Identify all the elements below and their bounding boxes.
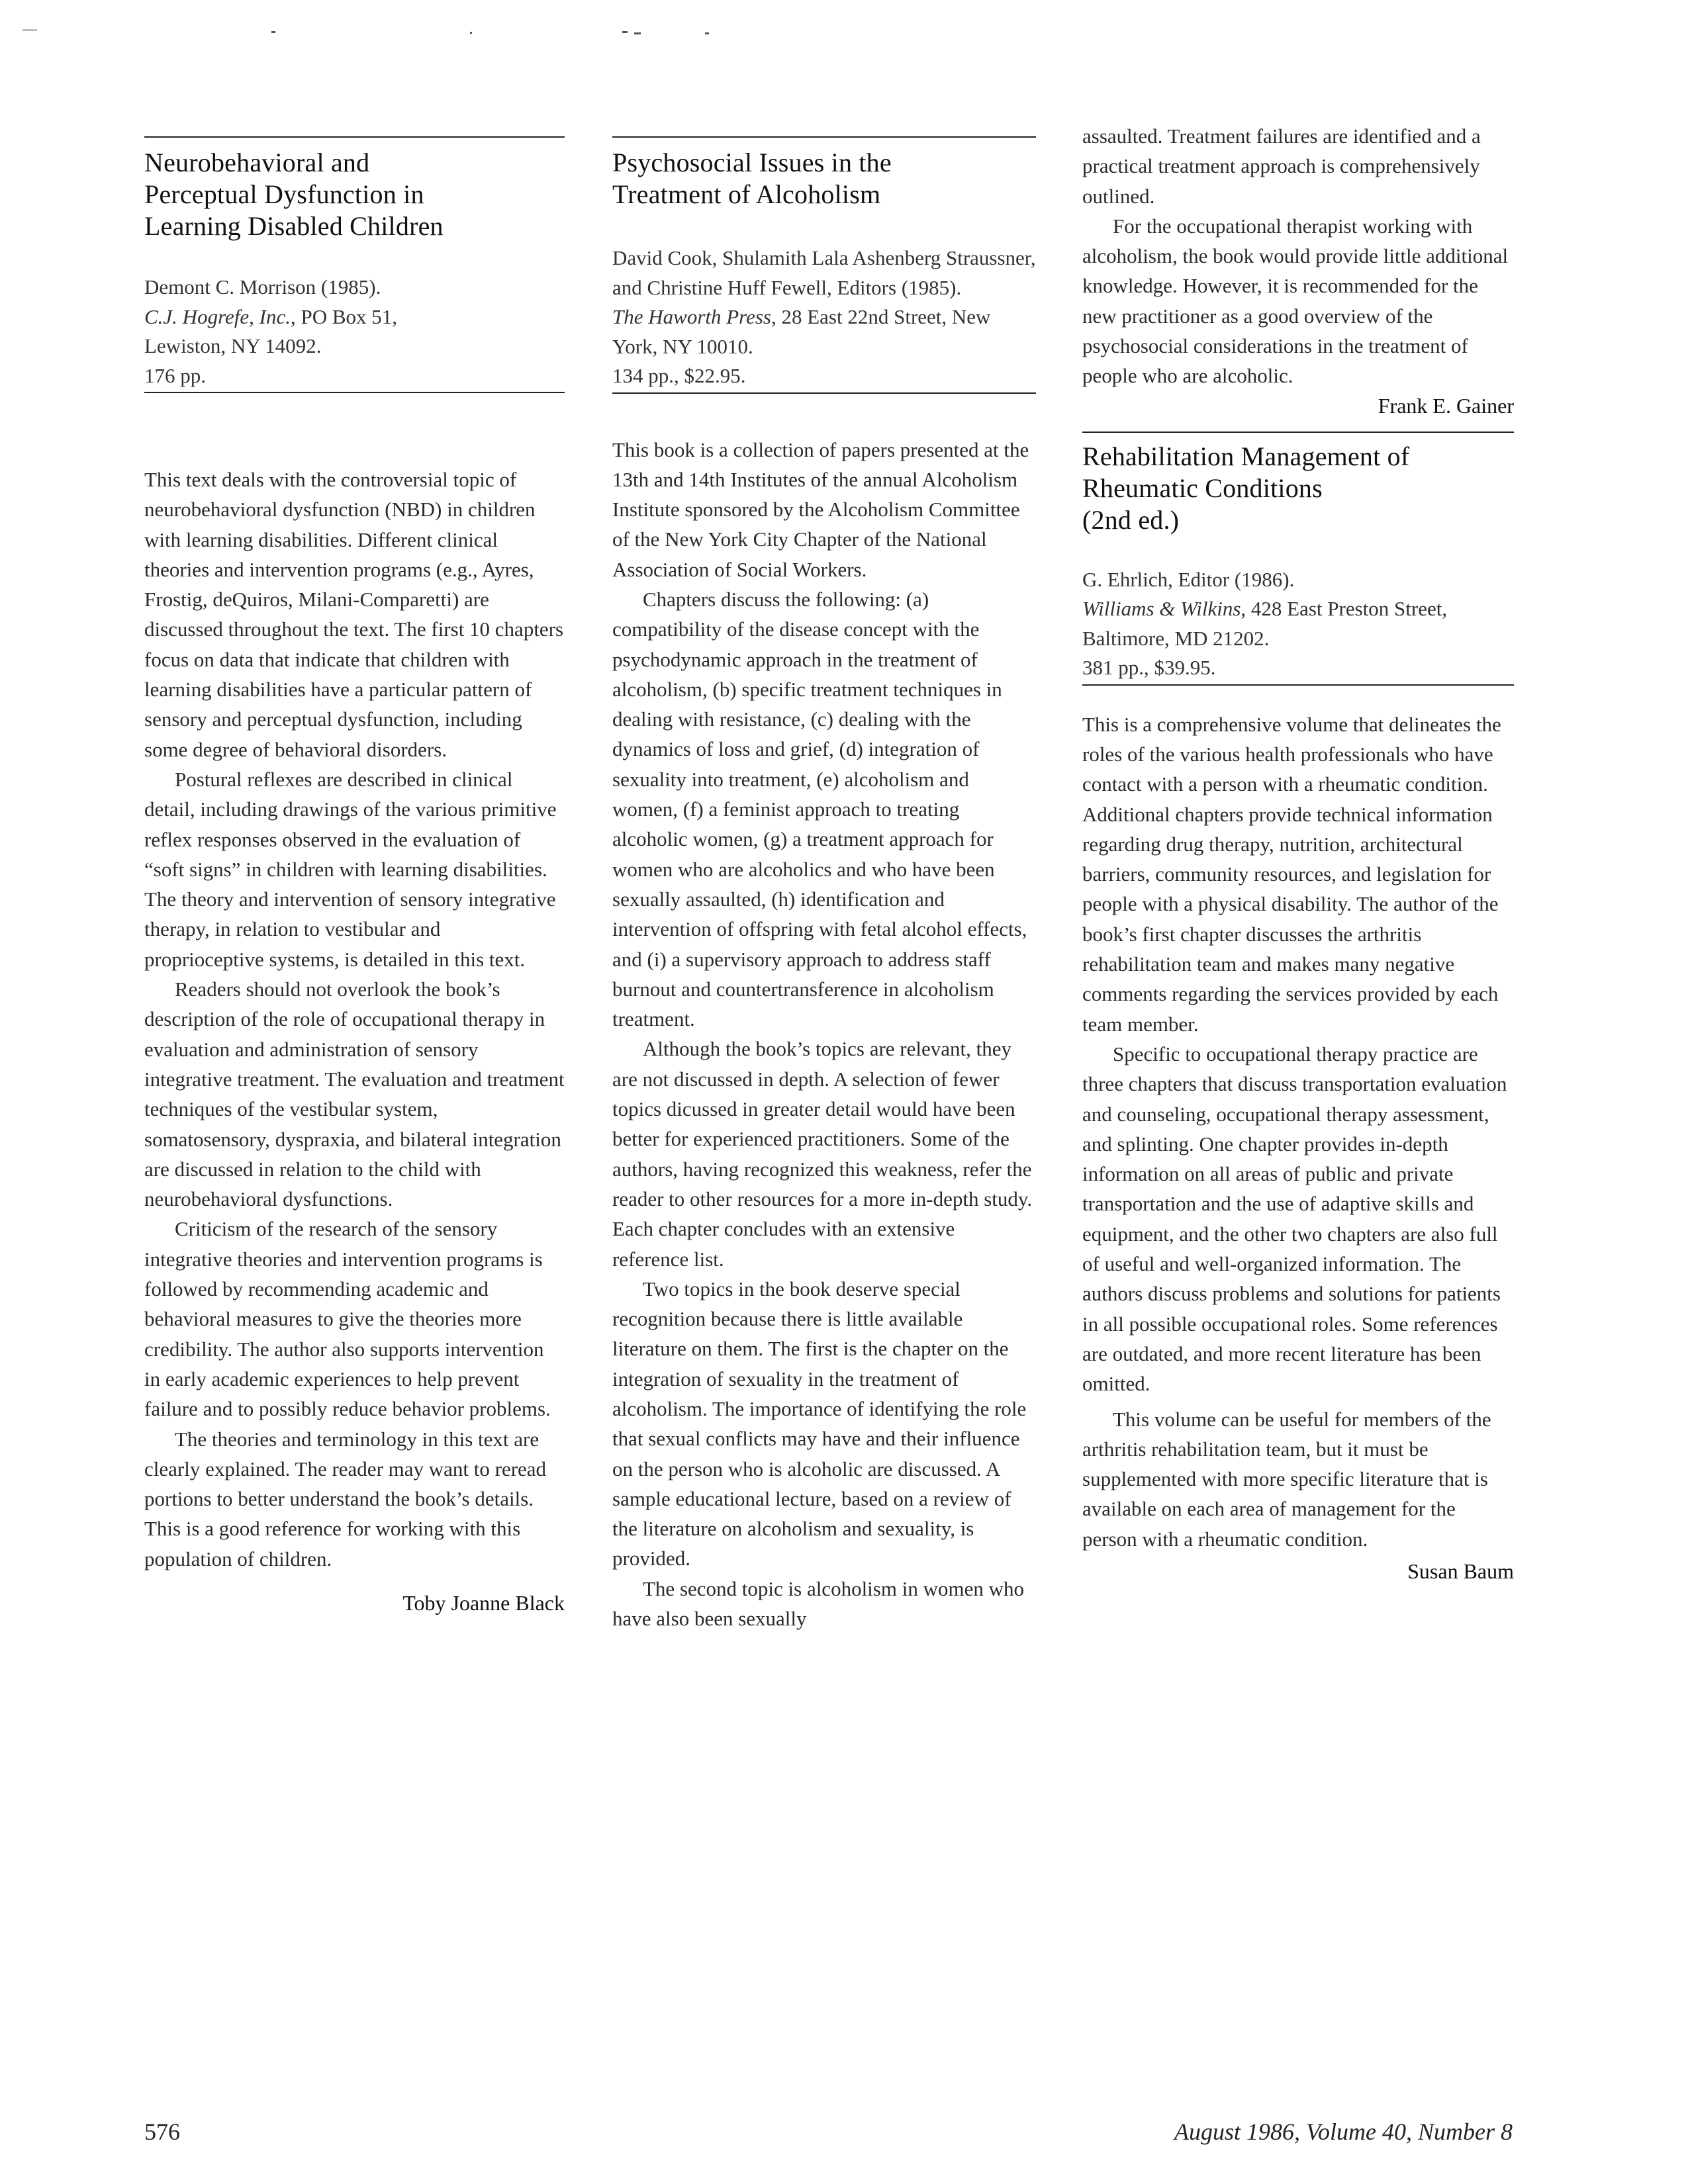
publisher-line [612, 302, 1036, 361]
journal-issue: August 1986, Volume 40, Number 8 [1174, 2118, 1513, 2145]
title-line: (2nd ed.) [1082, 504, 1180, 535]
header-rule-top [144, 136, 565, 138]
reviewer-signature: Susan Baum [1407, 1559, 1514, 1583]
paragraph: Chapters discuss the following: (a) compatibility of the disease concept with the psychodynamic approach in the treatment of alcoholism, (b) specific treatment techniques in dealing with resistance, (c) dealing with the dynamics of loss and grief, (d) integration of sexuality into treatment, (e) alcoholism and women, (f) a feminist approach to treating alcoholic women, (g) a treatment approach for women who are alcoholics and who have been sexually assaulted, (h) identification and intervention of offspring with fetal alcohol effects, and (i) a supervisory approach to address staff burnout and countertransference in alcoholism treatment. [612, 587, 1027, 1031]
title-line: Treatment of Alcoholism [612, 179, 881, 209]
header-rule-bottom [612, 392, 1036, 394]
review-3 [1082, 432, 1514, 1586]
publisher-line [1082, 594, 1514, 653]
review-body [612, 435, 1036, 1634]
publisher: C.J. Hogrefe, Inc. [144, 304, 291, 328]
title-line: Learning Disabled Children [144, 211, 444, 241]
author-line: Demont C. Morrison (1985). [144, 275, 381, 298]
publisher: The Haworth Press [612, 305, 771, 328]
review-title [1082, 441, 1514, 536]
pages-price: 176 pp. [144, 363, 206, 387]
review-2 [612, 0, 1036, 1633]
paragraph: The theories and terminology in this text are clearly explained. The reader may want to reread portions to better understand the book’s details. This is a good reference for working with this population of children. [144, 1427, 547, 1570]
paragraph: This book is a collection of papers presented at the 13th and 14th Institutes of the annual Alcoholism Institute sponsored by the Alcoholism Committee of the New York City Chapter of the National Association of Social Workers. [612, 437, 1029, 581]
review-title [144, 147, 565, 242]
review-body [1082, 709, 1514, 1554]
title-line: Neurobehavioral and [144, 148, 370, 177]
address: , 428 East Preston Street, Baltimore, MD 21202. [1082, 597, 1448, 650]
title-line: Rehabilitation Management of [1082, 441, 1410, 471]
paragraph: Although the book’s topics are relevant, they are not discussed in depth. A selection of fewer topics dicussed in greater detail would have been better for experienced practitioners. Some of the authors, having recognized this weakness, refer the reader to other resources for a more in-depth study. Each chapter concludes with an extensive reference list. [612, 1037, 1033, 1271]
citation [1082, 565, 1514, 683]
pages-price: 134 pp., $22.95. [612, 364, 746, 387]
paragraph: Readers should not overlook the book’s description of the role of occupational therapy in evaluation and administration of sensory integrative treatment. The evaluation and treatment techniques of the vestibular system, somatosensory, dyspraxia, and bilateral integration are discussed in relation to the child with neurobehavioral dysfunctions. [144, 978, 565, 1211]
paragraph: Two topics in the book deserve special recognition because there is little available literature on them. The first is the chapter on the integration of sexuality in the treatment of alcoholism. The importance of identifying the role that sexual conflicts may have and their influence on the person who is alcoholic are discussed. A sample educational lecture, based on a review of the literature on alcoholism and sexuality, is provided. [612, 1277, 1027, 1570]
citation [612, 244, 1036, 391]
address-line-2: Lewiston, NY 14092. [144, 334, 322, 357]
title-line: Perceptual Dysfunction in [144, 179, 424, 209]
column-3 [1082, 0, 1514, 1586]
author-line: G. Ehrlich, Editor (1986). [1082, 567, 1295, 591]
paragraph: Specific to occupational therapy practice are three chapters that discuss transportation evaluation and counseling, occupational therapy assessment, and splinting. One chapter provides in-depth information on all areas of public and private transportation and the use of adaptive skills and equipment, and the other two chapters are also full of useful and well-organized information. The authors discuss problems and solutions for patients in all possible occupational roles. Some references are outdated, and more recent literature has been omitted. [1082, 1042, 1507, 1396]
address: , PO Box 51, [290, 304, 398, 328]
paragraph: This is a comprehensive volume that delineates the roles of the various health professionals who have contact with a person with a rheumatic condition. Additional chapters provide technical information regarding drug therapy, nutrition, architectural barriers, community resources, and legislation for people with a physical disability. The author of the book’s first chapter discusses the arthritis rehabilitation team and makes many negative comments regarding the services provided by each team member. [1082, 712, 1501, 1036]
pages-price: 381 pp., $39.95. [1082, 656, 1216, 680]
paragraph-continuation: assaulted. Treatment failures are identified and a practical treatment approach is comprehensively outlined. [1082, 124, 1481, 208]
address: , 28 East 22nd Street, New York, NY 10010. [612, 305, 991, 358]
citation [144, 273, 565, 390]
paragraph: This volume can be useful for members of the arthritis rehabilitation team, but it must be supplemented with more specific literature that is available on each area of management for the person with a rheumatic condition. [1082, 1407, 1491, 1551]
review-title [612, 147, 1036, 210]
publisher: Williams & Wilkins [1082, 597, 1241, 621]
scan-artifact [23, 29, 37, 31]
author-line: David Cook, Shulamith Lala Ashenberg Straussner, and Christine Huff Fewell, Editors (1985). [612, 246, 1036, 299]
header-rule-bottom [144, 392, 565, 393]
paragraph-continued: The second topic is alcoholism in women who have also been sexually [612, 1576, 1024, 1631]
review-1 [144, 0, 565, 1618]
paragraph: Postural reflexes are described in clinical detail, including drawings of the various primitive reflex responses observed in the evaluation of “soft signs” in children with learning disabilities. The theory and intervention of sensory integrative therapy, in relation to vestibular and proprioceptive systems, is detailed in this text. [144, 767, 557, 971]
page-number: 576 [144, 2118, 180, 2145]
paragraph: This text deals with the controversial topic of neurobehavioral dysfunction (NBD) in children with learning disabilities. Different clinical theories and intervention programs (e.g., Ayres, Frostig, deQuiros, Milani-Comparetti) are discussed throughout the text. The first 10 chapters focus on data that indicate that children with learning disabilities have a particular pattern of sensory and perceptual dysfunction, including some degree of behavioral disorders. [144, 468, 564, 761]
paragraph: For the occupational therapist working with alcoholism, the book would provide little additional knowledge. However, it is recommended for the new practitioner as a good overview of the psychosocial considerations in the treatment of people who are alcoholic. [1082, 214, 1509, 388]
header-rule-top [612, 136, 1036, 138]
reviewer-signature: Frank E. Gainer [1378, 393, 1514, 418]
title-line: Rheumatic Conditions [1082, 473, 1323, 503]
reviewer-signature: Toby Joanne Black [402, 1590, 565, 1615]
header-rule-top [1082, 432, 1514, 433]
paragraph: Criticism of the research of the sensory integrative theories and intervention programs is followed by recommending academic and behavioral measures to give the theories more credibility. The author also supports intervention in early academic experiences to help prevent failure and to possibly reduce behavior problems. [144, 1217, 551, 1421]
review-body [144, 465, 565, 1574]
review-2-continuation [1082, 121, 1514, 391]
title-line: Psychosocial Issues in the [612, 148, 892, 177]
header-rule-bottom [1082, 684, 1514, 686]
publisher-line [144, 302, 565, 332]
